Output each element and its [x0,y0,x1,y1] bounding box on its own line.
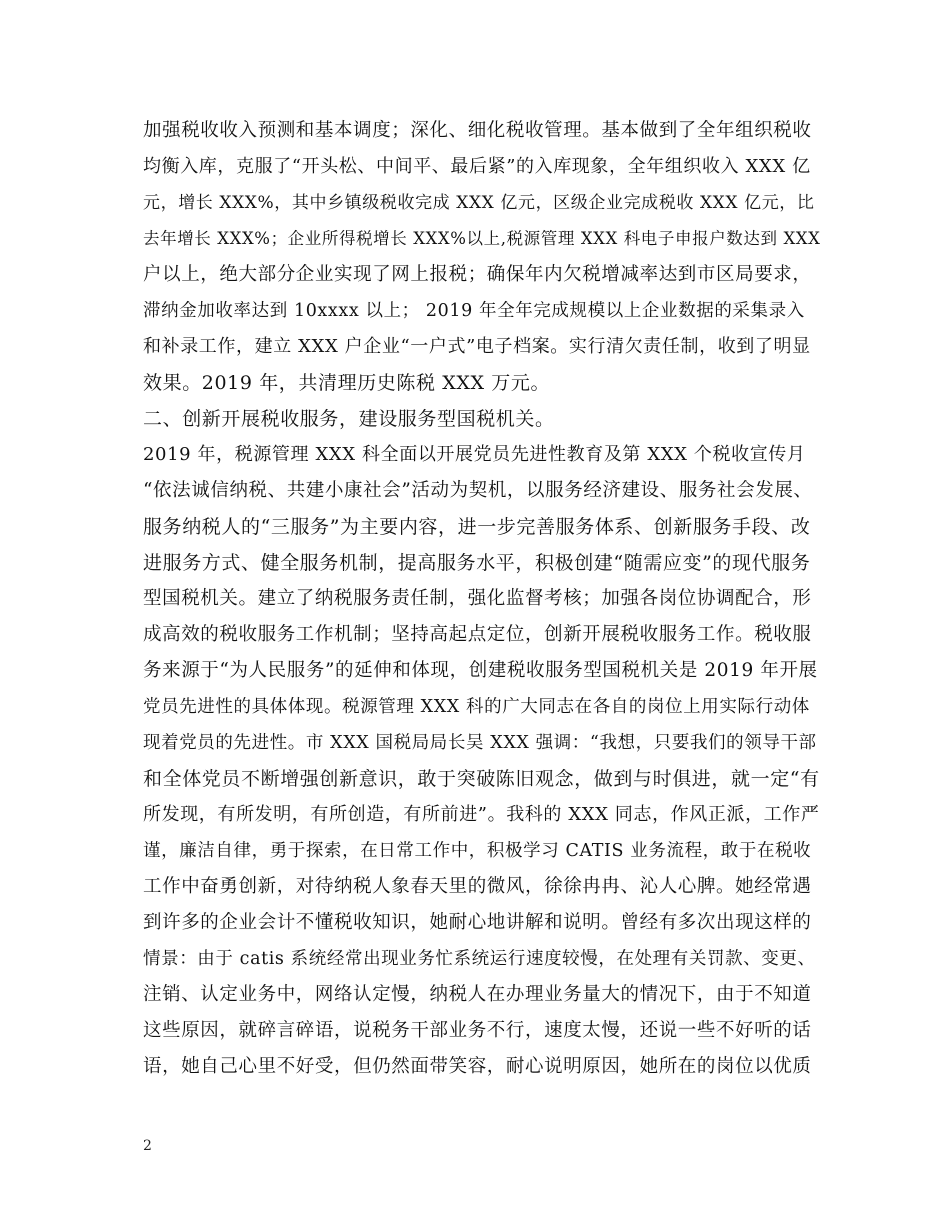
text-line: 去年增长 XXX%；企业所得税增长 XXX%以上,税源管理 XXX 科电子申报户数达到 XXX [143,229,821,248]
text-line: 滞纳金加收率达到 10xxxx 以上； 2019 年全年完成规模以上企业数据的采集录入 [143,301,805,321]
text-line: 进服务方式、健全服务机制，提高服务水平，积极创建“随需应变”的现代服务 [143,552,811,574]
text-line: 情景：由于 catis 系统经常出现业务忙系统运行速度较慢，在处理有关罚款、变更、 [143,949,816,969]
section-heading: 二、创新开展税收服务，建设服务型国税机关。 [143,408,555,430]
text-line: 服务纳税人的“三服务”为主要内容，进一步完善服务体系、创新服务手段、改 [143,516,811,538]
text-line: 2019 年，税源管理 XXX 科全面以开展党员先进性教育及第 XXX 个税收宣传月 [143,444,806,465]
text-line: 这些原因，就碎言碎语，说税务干部业务不行，速度太慢，还说一些不好听的话 [143,1020,812,1041]
text-line: 户以上，绝大部分企业实现了网上报税；确保年内欠税增减率达到市区局要求， [143,264,812,285]
text-line: 务来源于“为人民服务”的延伸和体现，创建税收服务型国税机关是 2019 年开展 [143,660,818,681]
text-line: 均衡入库，克服了“开头松、中间平、最后紧”的入库现象，全年组织收入 XXX 亿 [143,156,811,177]
text-line: 工作中奋勇创新，对待纳税人象春天里的微风，徐徐冉冉、沁人心脾。她经常遇 [143,876,812,897]
page-number: 2 [143,1138,152,1154]
text-line: 成高效的税收服务工作机制；坚持高起点定位，创新开展税收服务工作。税收服 [143,624,812,645]
text-line: “依法诚信纳税、共建小康社会”活动为契机，以服务经济建设、服务社会发展、 [143,480,813,501]
text-line: 所发现，有所发明，有所创造，有所前进”。我科的 XXX 同志，作风正派，工作严 [143,804,820,825]
text-line: 现着党员的先进性。市 XXX 国税局局长吴 XXX 强调：“我想，只要我们的领导干部 [143,733,817,753]
text-line: 注销、认定业务中，网络认定慢，纳税人在办理业务量大的情况下，由于不知道 [143,984,812,1005]
text-line: 加强税收收入预测和基本调度；深化、细化税收管理。基本做到了全年组织税收 [143,120,812,141]
text-line: 效果。2019 年，共清理历史陈税 XXX 万元。 [143,372,551,394]
text-line: 元，增长 XXX%，其中乡镇级税收完成 XXX 亿元，区级企业完成税收 XXX 亿元，比 [143,193,815,213]
text-line: 党员先进性的具体体现。税源管理 XXX 科的广大同志在各自的岗位上用实际行动体 [143,697,810,717]
text-line: 型国税机关。建立了纳税服务责任制，强化监督考核；加强各岗位协调配合，形 [143,588,812,609]
text-line: 谨，廉洁自律，勇于探索，在日常工作中，积极学习 CATIS 业务流程，敢于在税收 [143,841,812,861]
text-line: 和全体党员不断增强创新意识，敢于突破陈旧观念，做到与时俱进，就一定“有 [143,768,820,790]
text-line: 和补录工作，建立 XXX 户企业“一户式”电子档案。实行清欠责任制，收到了明显 [143,336,811,357]
text-line: 语，她自己心里不好受，但仍然面带笑容，耐心说明原因，她所在的岗位以优质 [143,1056,812,1077]
text-line: 到许多的企业会计不懂税收知识，她耐心地讲解和说明。曾经有多次出现这样的 [143,912,812,933]
